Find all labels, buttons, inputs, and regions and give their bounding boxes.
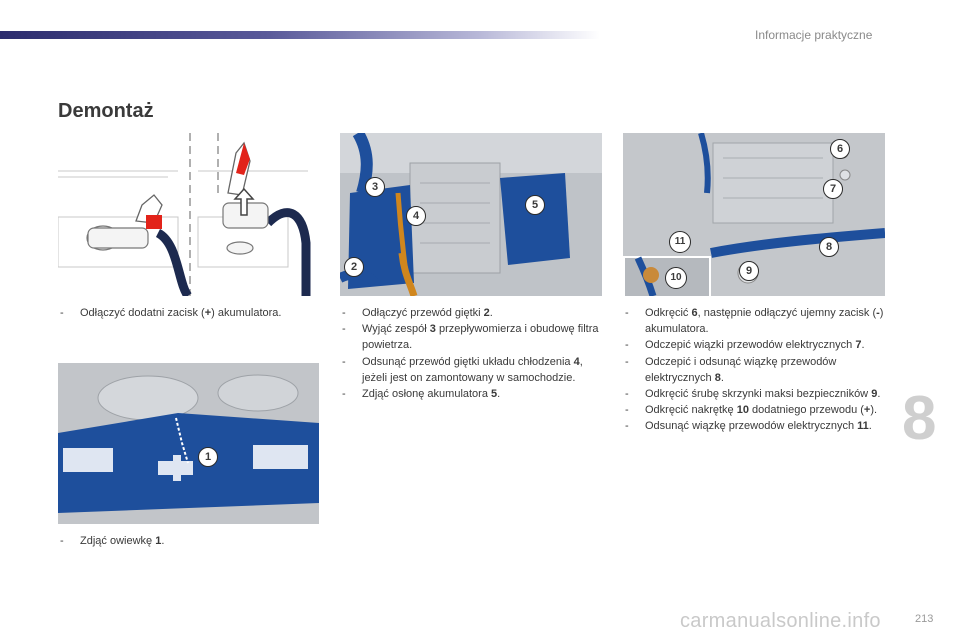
battery-area-photo: [623, 133, 885, 296]
step-unscrew-negative: - Odkręcić 6, następnie odłączyć ujemny zacisk (-) akumulatora.: [623, 305, 885, 337]
section-title: Informacje praktyczne: [755, 28, 873, 42]
step-disconnect-positive-terminal: - Odłączyć dodatni zacisk (+) akumulatora.: [58, 305, 320, 321]
step-unscrew-fusebox: - Odkręcić śrubę skrzynki maksi bezpieczników 9.: [623, 386, 885, 402]
chapter-number: 8: [902, 384, 937, 453]
step-remove-airflow-meter: - Wyjąć zespół 3 przepływomierza i obudowę filtra powietrza.: [340, 321, 606, 353]
callout-1: 1: [198, 447, 218, 467]
callout-3: 3: [365, 177, 385, 197]
callout-7: 7: [823, 179, 843, 199]
callout-5: 5: [525, 195, 545, 215]
callout-2: 2: [344, 257, 364, 277]
engine-cover-icon: [58, 363, 319, 524]
column3-steps: [623, 305, 885, 435]
page-number: 213: [915, 613, 934, 625]
engine-cover-photo: [58, 363, 319, 524]
engine-bay-photo-airfilter: [340, 133, 602, 296]
column1-steps-b: [58, 533, 320, 549]
step-remove-cover: - Zdjąć owiewkę 1.: [58, 533, 320, 549]
column2-steps: [340, 305, 606, 402]
terminal-disconnect-icon: [58, 133, 316, 296]
step-move-harness-11: - Odsunąć wiązkę przewodów elektrycznych 11.: [623, 418, 885, 434]
step-unscrew-positive-nut: - Odkręcić nakrętkę 10 dodatniego przewodu (+).: [623, 402, 885, 418]
callout-6: 6: [830, 139, 850, 159]
page-title: Demontaż: [58, 100, 154, 122]
battery-terminal-diagram: [58, 133, 316, 296]
step-move-cooling-hose: - Odsunąć przewód giętki układu chłodzenia 4, jeżeli jest on zamontowany w samochodzie.: [340, 354, 606, 386]
callout-10: 10: [665, 267, 687, 289]
header-gradient-bar: [0, 31, 600, 39]
callout-4: 4: [406, 206, 426, 226]
step-disconnect-hose: - Odłączyć przewód giętki 2.: [340, 305, 606, 321]
watermark: carmanualsonline.info: [680, 610, 881, 632]
column1-steps-a: [58, 305, 320, 321]
step-move-harness: - Odczepić i odsunąć wiązkę przewodów elektrycznych 8.: [623, 354, 885, 386]
step-unclip-harness: - Odczepić wiązki przewodów elektrycznych 7.: [623, 337, 885, 353]
callout-9: 9: [739, 261, 759, 281]
step-remove-battery-cover: - Zdjąć osłonę akumulatora 5.: [340, 386, 606, 402]
callout-8: 8: [819, 237, 839, 257]
engine-bay-icon: [340, 133, 602, 296]
callout-11: 11: [669, 231, 691, 253]
